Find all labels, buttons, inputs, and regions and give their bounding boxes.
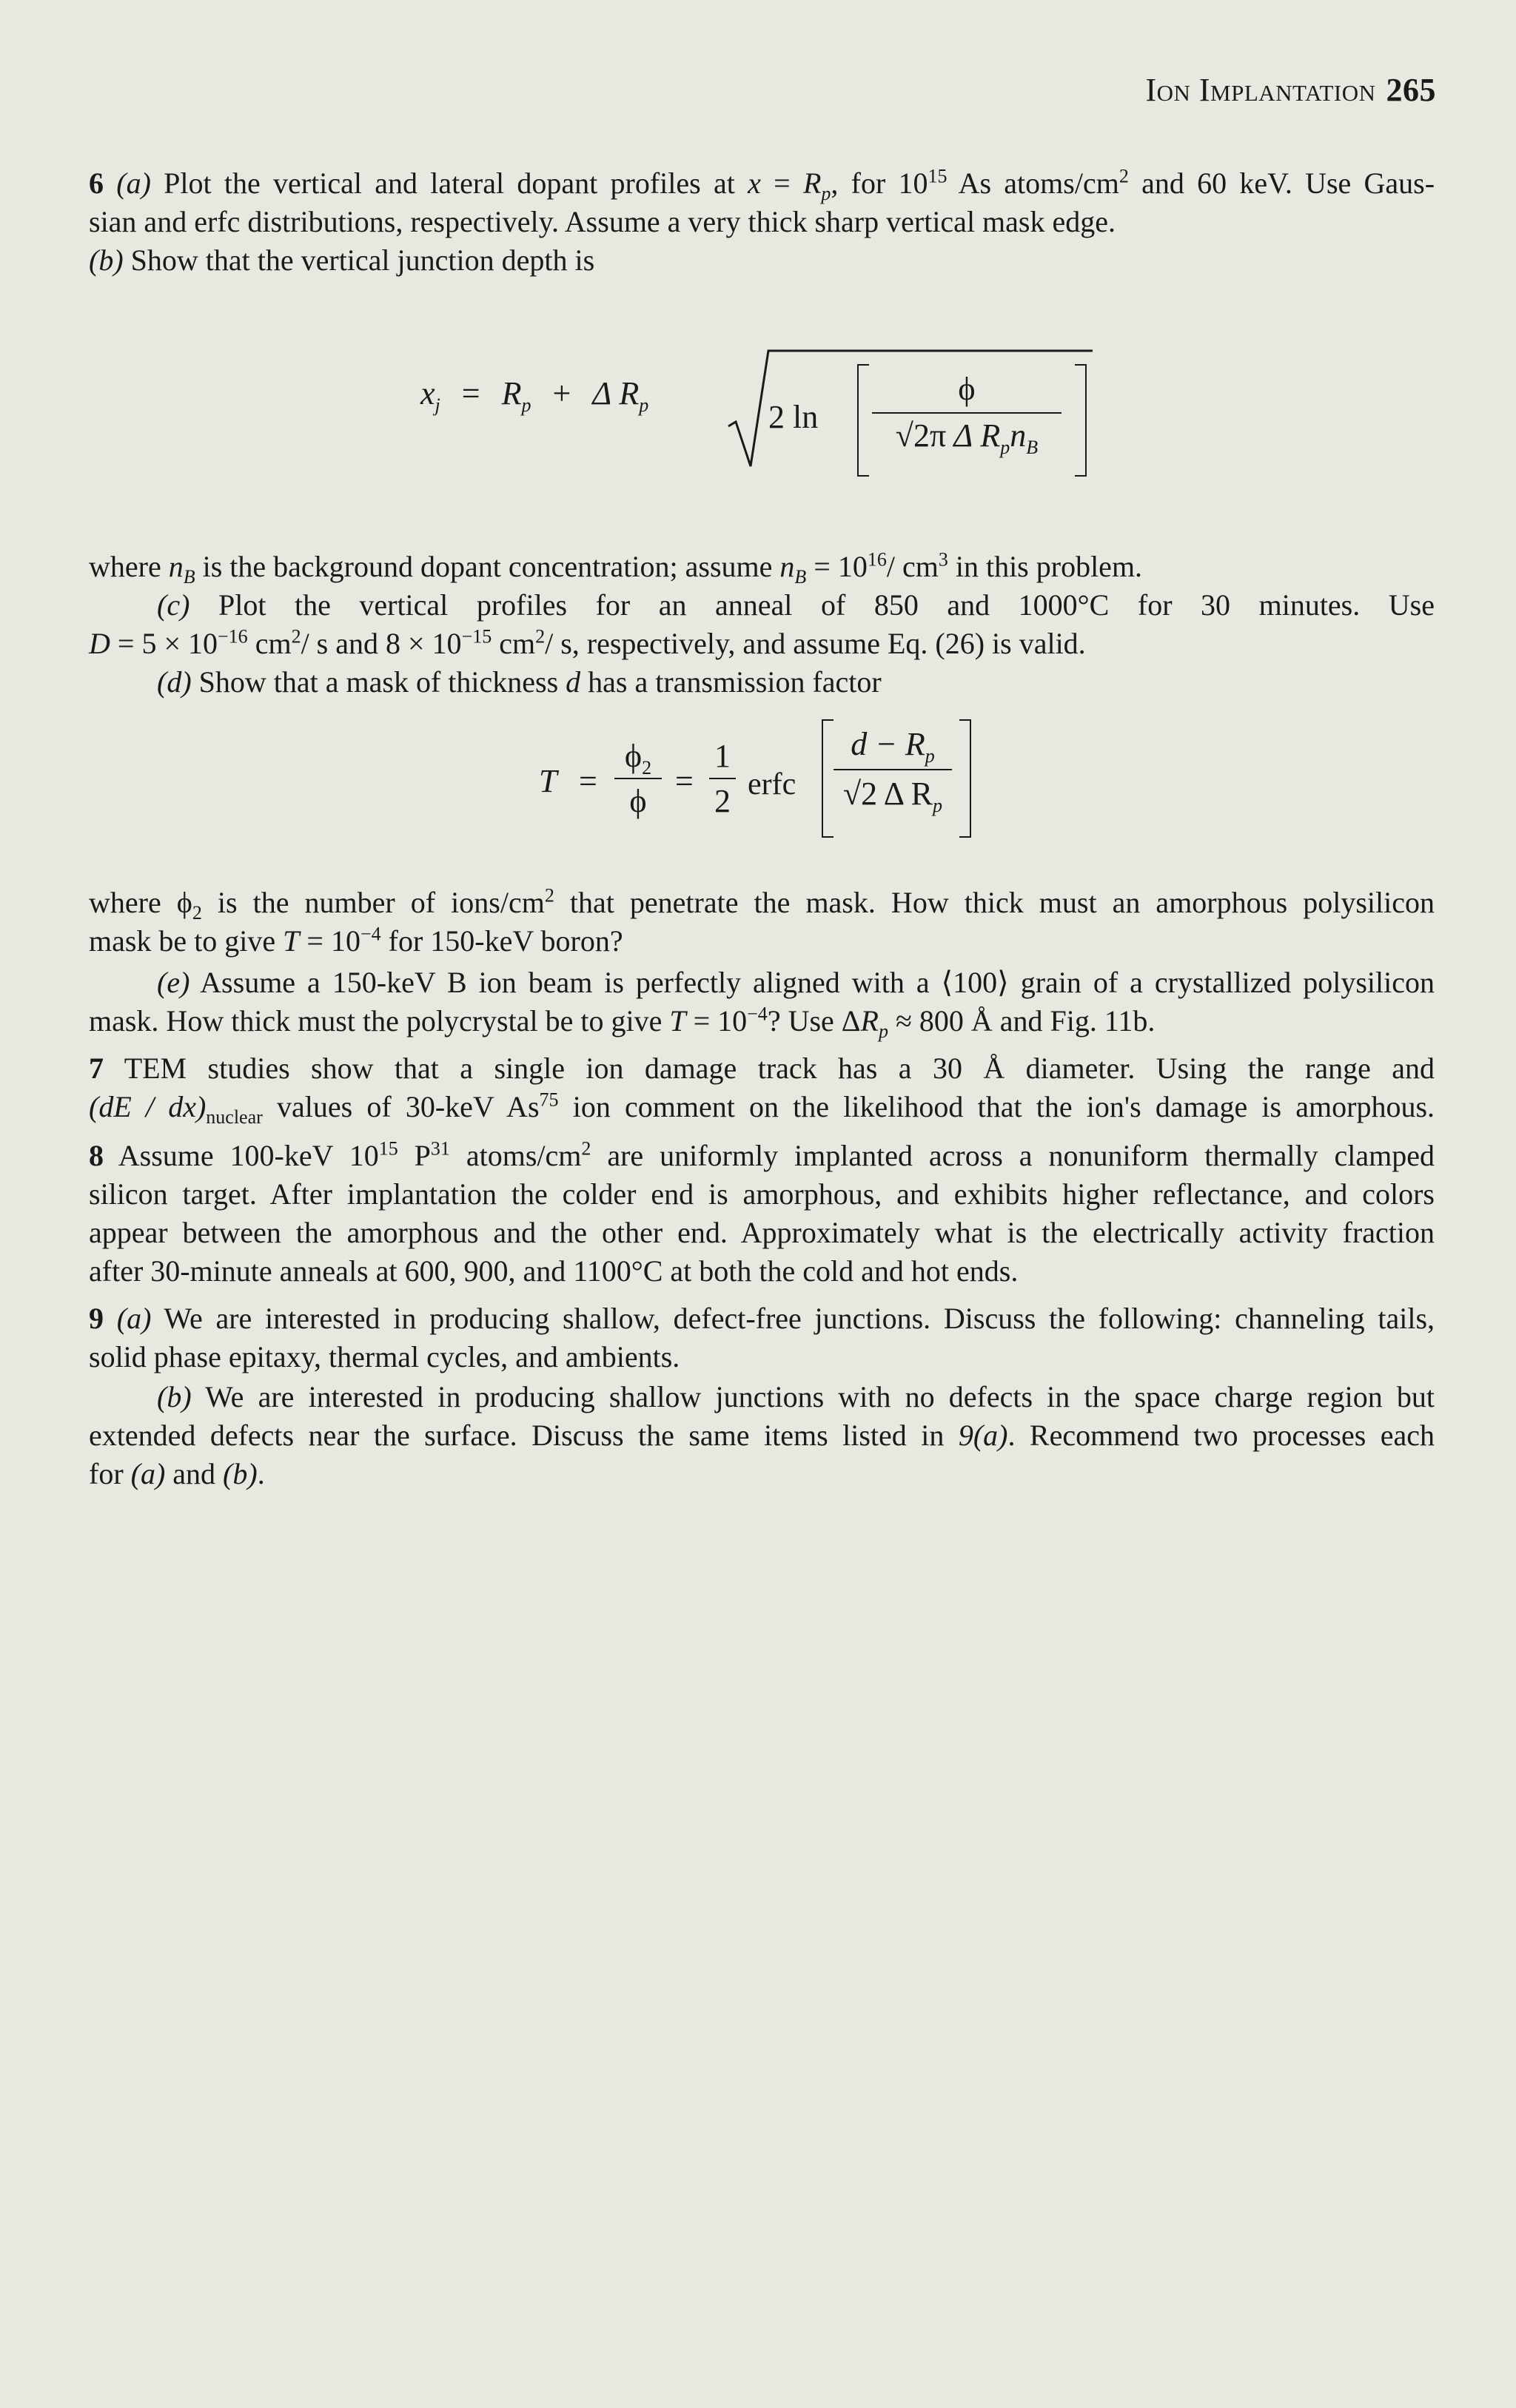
text: . xyxy=(257,1457,265,1490)
part-label: (b) xyxy=(157,1380,192,1413)
cross-reference: (a) xyxy=(130,1457,166,1490)
var: n xyxy=(1010,417,1027,454)
text: . Recommend two processes each xyxy=(1007,1419,1435,1452)
problem-9b-line-3 xyxy=(89,1455,1435,1493)
text: atoms/cm xyxy=(466,1139,582,1172)
problem-9b-line-2 xyxy=(89,1416,1435,1455)
var: x xyxy=(420,375,435,411)
subscript: p xyxy=(878,1020,888,1042)
var: n xyxy=(779,550,795,583)
subscript: nuclear xyxy=(206,1106,263,1128)
problem-number: 7 xyxy=(89,1052,104,1085)
numerator: d − R xyxy=(851,726,925,762)
var: D xyxy=(89,627,110,660)
text: cm xyxy=(255,627,292,660)
operator: + xyxy=(552,375,571,411)
text: / s and 8 × 10 xyxy=(301,627,462,660)
subscript: 2 xyxy=(642,756,652,778)
text: / s, respectively, and assume Eq. (26) is valid. xyxy=(545,627,1086,660)
superscript: 2 xyxy=(581,1137,591,1160)
var: x xyxy=(748,167,761,200)
part-label: (a) xyxy=(116,1302,152,1335)
text: mask. How thick must the polycrystal be to give xyxy=(89,1004,663,1037)
superscript: 2 xyxy=(291,625,301,648)
subscript: j xyxy=(435,394,440,416)
cross-reference: (b) xyxy=(223,1457,258,1490)
superscript: −4 xyxy=(360,923,381,945)
text: Assume a 150-keV B ion beam is perfectly aligned with a ⟨100⟩ grain of a crystallized polysilicon xyxy=(200,966,1435,999)
text: where ϕ xyxy=(89,886,192,919)
problem-8-line-4: after 30-minute anneals at 600, 900, and 1100°C at both the cold and hot ends. xyxy=(89,1254,1019,1288)
text: cm xyxy=(499,627,536,660)
eq2-left-bracket xyxy=(822,719,834,838)
subscript: B xyxy=(183,566,195,588)
var: d xyxy=(566,665,581,699)
numerator: ϕ xyxy=(958,371,976,407)
var: n xyxy=(168,550,184,583)
text: ≈ 800 Å and Fig. 11b. xyxy=(895,1004,1156,1037)
eq2-fraction-half xyxy=(709,737,736,820)
var: Δ R xyxy=(953,417,1001,454)
var: T xyxy=(669,1004,686,1037)
denominator xyxy=(872,412,1061,458)
text: Plot the vertical and lateral dopant profiles at xyxy=(164,167,735,200)
text: extended defects near the surface. Discuss the same items listed in xyxy=(89,1419,945,1452)
cross-reference: 9(a) xyxy=(958,1419,1008,1452)
text: values of 30-keV As xyxy=(277,1090,540,1123)
problem-9a-line-1 xyxy=(89,1299,1435,1338)
text: and xyxy=(172,1457,216,1490)
superscript: 3 xyxy=(938,548,948,571)
problem-6e-line-2 xyxy=(89,1002,1435,1040)
problem-6a-line-1 xyxy=(89,164,1435,203)
numerator: 1 xyxy=(714,738,731,774)
text: = 5 × 10 xyxy=(117,627,218,660)
denominator: 2 xyxy=(709,778,736,820)
text: for xyxy=(89,1457,124,1490)
text: ? Use Δ xyxy=(767,1004,861,1037)
superscript: −4 xyxy=(747,1003,768,1025)
problem-6b-line xyxy=(89,241,1435,280)
problem-6a-line-2: sian and erfc distributions, respectively. Assume a very thick sharp vertical mask edge. xyxy=(89,205,1116,238)
eq2-fraction-erfc-arg xyxy=(834,725,952,816)
subscript: p xyxy=(925,744,935,767)
eq2-erfc: erfc xyxy=(748,767,796,801)
problem-9a-line-2: solid phase epitaxy, thermal cycles, and ambients. xyxy=(89,1340,680,1373)
superscript: 31 xyxy=(430,1137,450,1160)
problem-8-line-1 xyxy=(89,1137,1435,1175)
subscript: p xyxy=(639,394,649,416)
subscript: p xyxy=(821,183,831,204)
eq1-fraction xyxy=(872,370,1061,458)
problem-9b-line-1 xyxy=(89,1378,1435,1416)
problem-6d-line xyxy=(89,663,1435,702)
text: = 10 xyxy=(306,924,360,958)
text: (dE / dx) xyxy=(89,1090,207,1123)
var: T xyxy=(283,924,300,958)
var: R xyxy=(501,375,522,411)
eq2-equals-2: = xyxy=(675,763,694,799)
text: P xyxy=(414,1139,431,1172)
problem-number: 8 xyxy=(89,1139,104,1172)
denominator: √2 Δ R xyxy=(843,776,933,812)
numerator: ϕ xyxy=(624,738,643,774)
text: is the number of ions/cm xyxy=(217,886,545,919)
subscript: B xyxy=(1026,436,1039,458)
superscript: 2 xyxy=(535,625,546,648)
subscript: p xyxy=(932,794,942,816)
text: in this problem. xyxy=(955,550,1143,583)
running-title: Ion Implantation xyxy=(1145,72,1376,108)
part-label: (c) xyxy=(157,588,190,622)
text: We are interested in producing shallow junctions with no defects in the space charge region but xyxy=(205,1380,1435,1413)
text: ion comment on the likelihood that the ion's damage is amorphous. xyxy=(572,1090,1435,1123)
text: Plot the vertical profiles for an anneal of 850 and 1000°C for 30 minutes. Use xyxy=(218,588,1435,622)
text: / cm xyxy=(886,550,939,583)
text: Assume 100-keV 10 xyxy=(118,1139,379,1172)
text: has a transmission factor xyxy=(588,665,882,699)
subscript: p xyxy=(1000,436,1010,458)
text: TEM studies show that a single ion damage track has a 30 Å diameter. Using the range and xyxy=(124,1052,1435,1085)
problem-number: 9 xyxy=(89,1302,104,1335)
text: = 10 xyxy=(693,1004,748,1037)
text: mask be to give xyxy=(89,924,276,958)
part-label: (a) xyxy=(116,167,151,200)
text: As atoms/cm xyxy=(958,167,1119,200)
text: , for 10 xyxy=(831,167,928,200)
part-label: (d) xyxy=(157,665,192,699)
eq1-right-bracket xyxy=(1075,364,1087,477)
text: that penetrate the mask. How thick must an amorphous polysilicon xyxy=(569,886,1435,919)
text: We are interested in producing shallow, defect-free junctions. Discuss the following: channeling tails, xyxy=(164,1302,1435,1335)
var: R xyxy=(860,1004,879,1037)
text: = 10 xyxy=(814,550,868,583)
text: are uniformly implanted across a nonuniform thermally clamped xyxy=(607,1139,1435,1172)
subscript: 2 xyxy=(192,902,202,924)
problem-7-line-2 xyxy=(89,1088,1435,1126)
where-phi2-line-1 xyxy=(89,884,1435,922)
text: Show that the vertical junction depth is xyxy=(130,243,595,277)
problem-8-line-3: appear between the amorphous and the other end. Approximately what is the electrically activity fraction xyxy=(89,1216,1435,1249)
part-label: (b) xyxy=(89,243,124,277)
problem-6e-line-1 xyxy=(89,963,1435,1002)
problem-8-line-2: silicon target. After implantation the colder end is amorphous, and exhibits higher reflectance, and colors xyxy=(89,1177,1435,1211)
superscript: −15 xyxy=(461,625,492,648)
page-number: 265 xyxy=(1386,72,1436,108)
part-label: (e) xyxy=(157,966,190,999)
problem-6c-line-1 xyxy=(89,586,1435,625)
superscript: 16 xyxy=(867,548,887,571)
problem-number: 6 xyxy=(89,167,104,200)
text: Show that a mask of thickness xyxy=(198,665,559,699)
text: √2π xyxy=(895,417,947,454)
subscript: p xyxy=(521,394,531,416)
where-phi2-line-2 xyxy=(89,922,1435,961)
superscript: 15 xyxy=(378,1137,398,1160)
text: and 60 keV. Use Gaus- xyxy=(1141,167,1435,200)
where-nb-line xyxy=(89,548,1435,586)
eq1-left-bracket xyxy=(857,364,869,477)
superscript: 2 xyxy=(544,884,554,907)
text: where xyxy=(89,550,161,583)
subscript: B xyxy=(794,566,807,588)
eq2-T: T xyxy=(539,763,557,799)
text: = xyxy=(774,167,791,200)
eq2-equals-1: = xyxy=(579,763,597,799)
superscript: −16 xyxy=(218,625,248,648)
superscript: 2 xyxy=(1118,165,1129,187)
operator: = xyxy=(461,375,480,411)
var: Δ R xyxy=(592,375,640,411)
eq1-ln: 2 ln xyxy=(768,399,819,435)
superscript: 75 xyxy=(539,1089,559,1111)
text: is the background dopant concentration; assume xyxy=(202,550,773,583)
eq2-right-bracket xyxy=(959,719,971,838)
denominator: ϕ xyxy=(614,778,662,820)
superscript: 15 xyxy=(928,165,948,187)
eq1-lhs xyxy=(420,374,649,416)
var: R xyxy=(802,167,822,200)
running-header xyxy=(1145,71,1436,109)
eq2-fraction-phi xyxy=(614,737,662,820)
text: for 150-keV boron? xyxy=(388,924,623,958)
problem-6c-line-2 xyxy=(89,625,1435,663)
problem-7-line-1 xyxy=(89,1049,1435,1088)
